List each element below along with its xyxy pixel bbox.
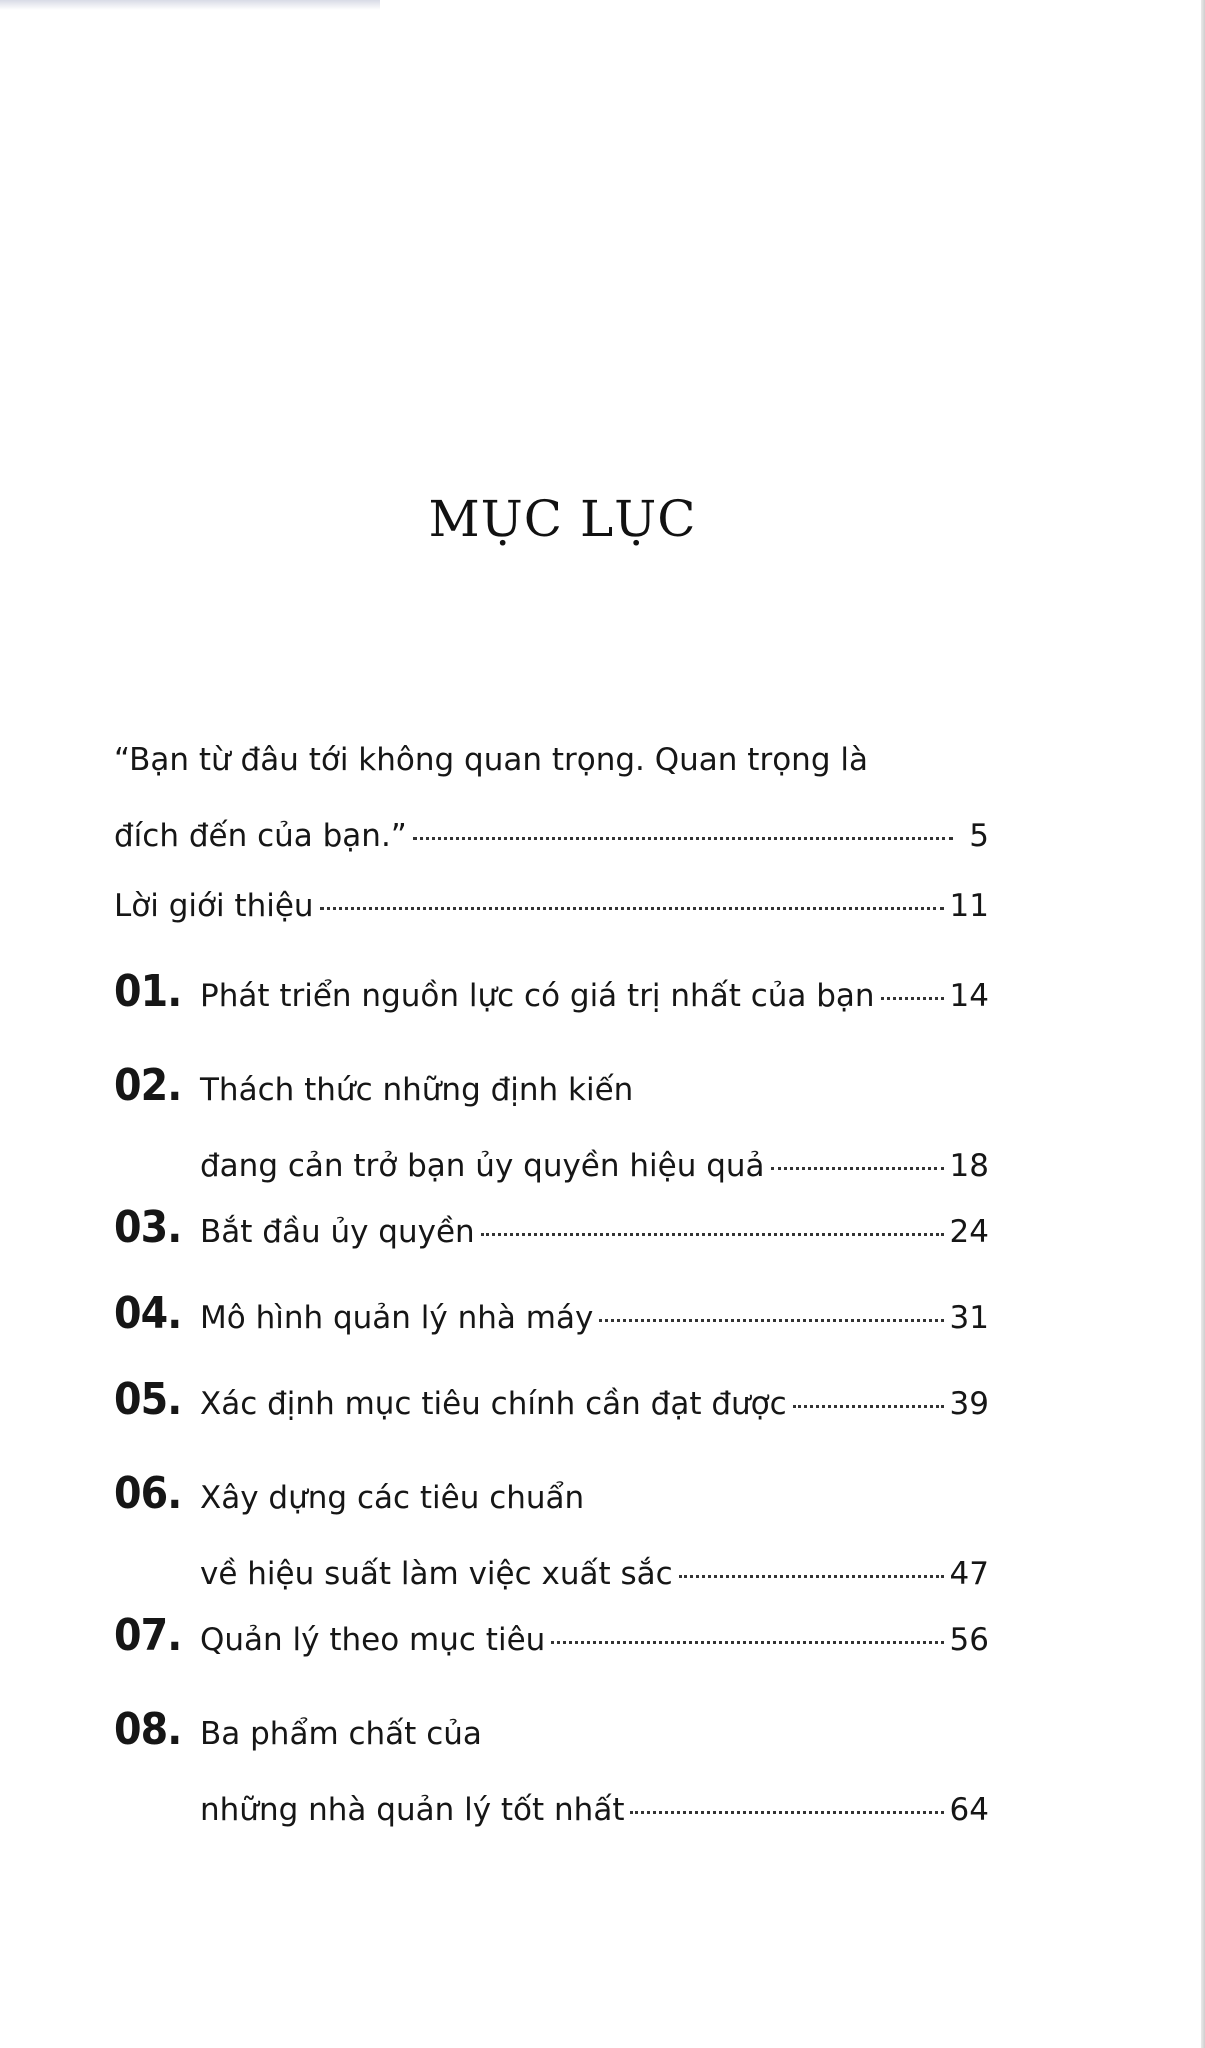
toc-entry-text: “Bạn từ đâu tới không quan trọng. Quan trọng là	[114, 742, 868, 778]
dot-leader	[679, 1575, 944, 1578]
toc-entry-text: Xây dựng các tiêu chuẩn	[200, 1480, 585, 1516]
toc-entry-chapter	[114, 1374, 989, 1425]
page-number: 5	[969, 818, 989, 854]
chapter-number: 05.	[114, 1374, 182, 1425]
toc-entry-text: Xác định mục tiêu chính cần đạt được	[200, 1386, 787, 1422]
toc-entry-text: đích đến của bạn.”	[114, 818, 407, 854]
toc-entry-text: Phát triển nguồn lực có giá trị nhất của bạn	[200, 978, 875, 1014]
chapter-number: 07.	[114, 1610, 182, 1661]
dot-leader	[481, 1233, 944, 1236]
toc-entry-chapter	[114, 1610, 989, 1661]
chapter-number: 06.	[114, 1468, 182, 1519]
toc-entry-text: Quản lý theo mục tiêu	[200, 1622, 546, 1658]
dot-leader	[793, 1405, 944, 1408]
page-number: 11	[949, 888, 989, 924]
page-number: 64	[949, 1792, 989, 1828]
toc-entry-text: Bắt đầu ủy quyền	[200, 1214, 475, 1250]
toc-entry-chapter	[114, 1060, 989, 1186]
dot-leader	[630, 1811, 943, 1814]
chapter-number: 03.	[114, 1202, 182, 1253]
toc-entry-chapter	[114, 1202, 989, 1253]
toc-entry-chapter	[114, 966, 989, 1017]
dot-leader	[599, 1319, 943, 1322]
toc-entry-text: Mô hình quản lý nhà máy	[200, 1300, 594, 1336]
page-number: 18	[949, 1148, 989, 1184]
dot-leader	[320, 907, 944, 910]
page-title: MỤC LỤC	[428, 490, 697, 548]
dot-leader	[413, 837, 953, 840]
page-number: 39	[949, 1386, 989, 1422]
page-number: 47	[949, 1556, 989, 1592]
chapter-number: 01.	[114, 966, 182, 1017]
toc-entry-chapter	[114, 1468, 989, 1594]
toc-entry-intro	[114, 886, 989, 926]
toc-entry-chapter	[114, 1288, 989, 1339]
page-number: 56	[949, 1622, 989, 1658]
toc-entry-quote	[114, 740, 989, 856]
page-number: 24	[949, 1214, 989, 1250]
page-number: 31	[949, 1300, 989, 1336]
chapter-number: 04.	[114, 1288, 182, 1339]
dot-leader	[551, 1641, 943, 1644]
toc-entry-text: Thách thức những định kiến	[200, 1072, 634, 1108]
dot-leader	[771, 1167, 944, 1170]
page-number: 14	[949, 978, 989, 1014]
toc-entry-text: về hiệu suất làm việc xuất sắc	[200, 1556, 673, 1592]
page-right-edge	[1201, 0, 1205, 2048]
chapter-number: 02.	[114, 1060, 182, 1111]
toc-entry-text: Lời giới thiệu	[114, 888, 314, 924]
chapter-number: 08.	[114, 1704, 182, 1755]
toc-entry-text: đang cản trở bạn ủy quyền hiệu quả	[200, 1148, 765, 1184]
toc-entry-text: những nhà quản lý tốt nhất	[200, 1792, 625, 1828]
scan-top-edge	[0, 0, 380, 10]
toc-entry-text: Ba phẩm chất của	[200, 1716, 482, 1752]
toc-entry-chapter	[114, 1704, 989, 1830]
dot-leader	[881, 997, 944, 1000]
